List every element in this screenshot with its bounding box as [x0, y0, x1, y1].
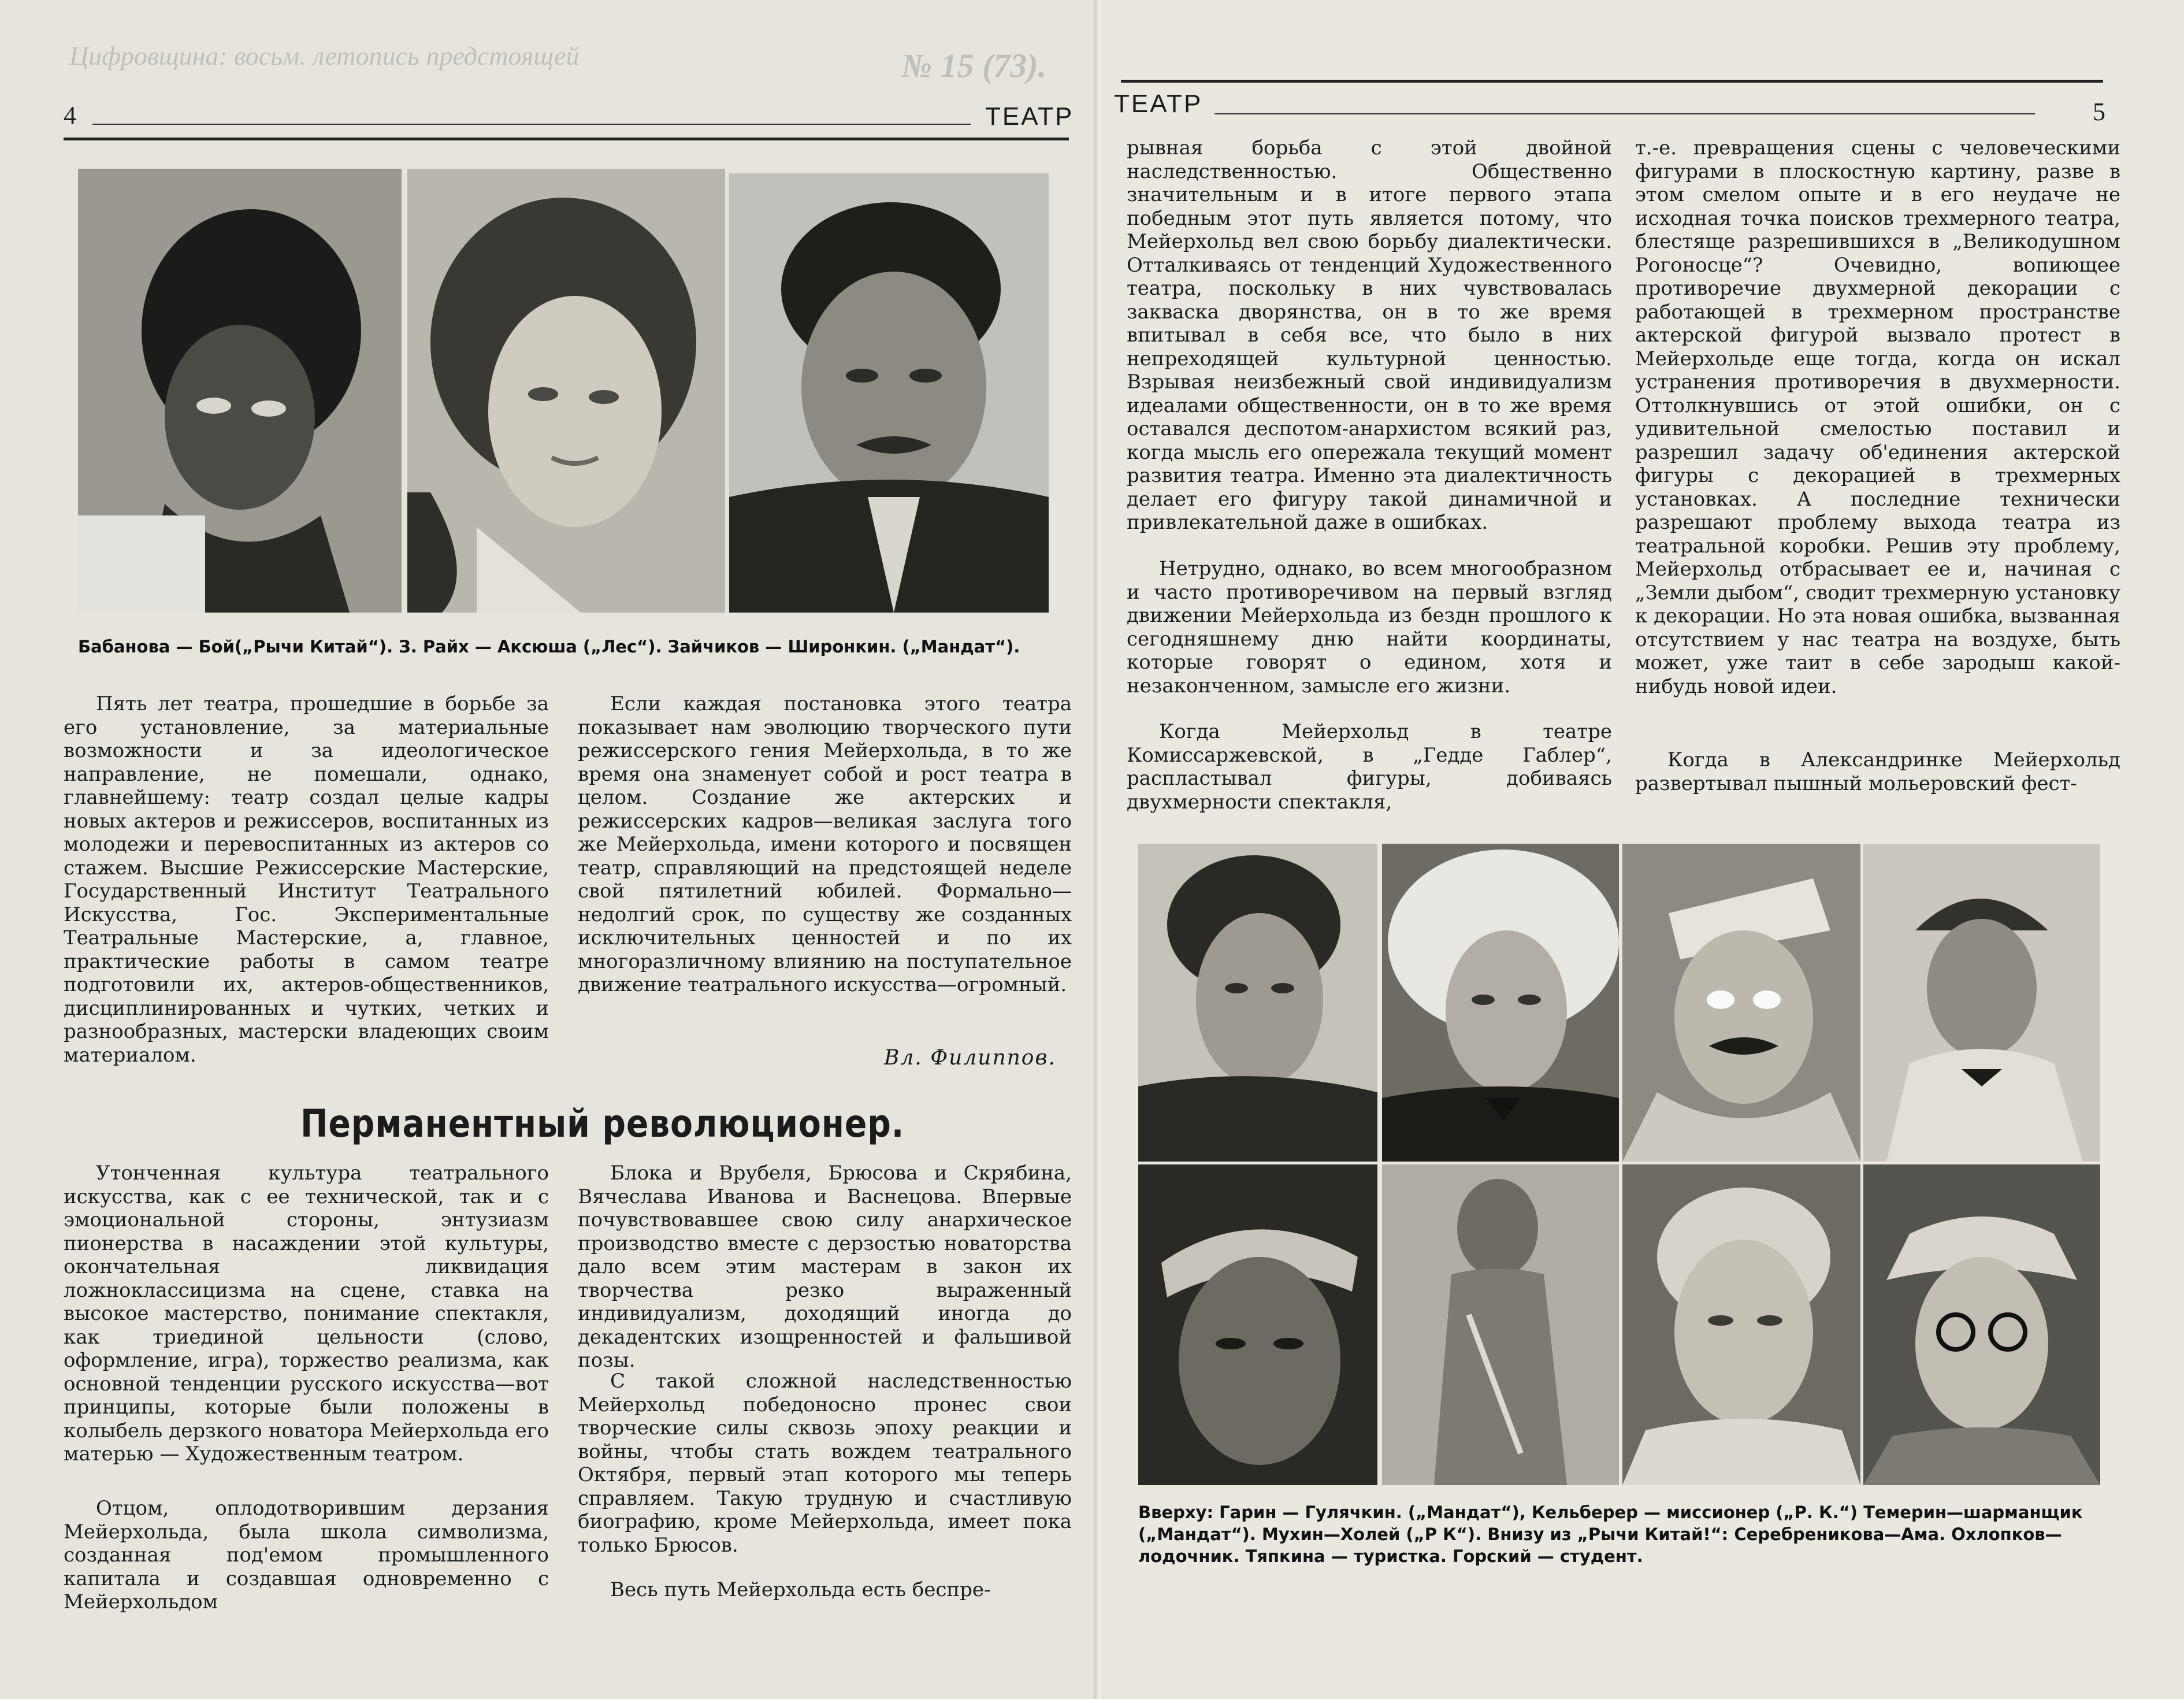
article-column-2-paragraph-1: Блока и Врубеля, Брюсова и Скрябина, Вячеслава Иванова и Васнецова. Впервые почувствовавшее свою силу анархическое производство вместе с дерзостью новаторства дало всем этим мастерам в закон их творчества резко выраженный индивидуализм, доходящий иногда до декадентских изощренностей и фальшивой позы.: [578, 1162, 1072, 1372]
photo-babanova: [78, 169, 402, 613]
bleed-through-text: Цифровщина: восьм. летопись предстоящей: [69, 41, 580, 71]
right-column-1-paragraph-3: Когда Мейерхольд в театре Комиссаржевской, в „Гедде Габлер“, распластывал фигуры, добиваясь двухмерности спектакля,: [1127, 720, 1612, 814]
right-page: [1104, 0, 2184, 1699]
header-rule: [92, 124, 971, 125]
intro-column-2: Если каждая постановка этого театра показывает нам эволюцию творческого пути режиссерского гения Мейерхольда, в то же время она знаменует собой и рост театра в целом. Создание же актерских и режиссерских кадров—великая заслуга того же Мейерхольда, имени которого и посвящен театр, справляющий на предстоящей неделе свой пятилетний юбилей. Формально—недолгий срок, по существу же созданных исключительных ценностей и по их многоразличному влиянию на поступательное движение театрального искусства—огромный.: [578, 692, 1072, 996]
article-column-1-paragraph-2: Отцом, оплодотворившим дерзания Мейерхольда, была школа символизма, созданная под'емом промышленного капитала и создавшая одновременно с Мейерхольдом: [64, 1497, 549, 1613]
article-headline: Перманентный революционер.: [300, 1101, 905, 1146]
right-header-thick-rule: [1121, 80, 2103, 83]
right-column-1-paragraph-1: рывная борьба с этой двойной наследственностью. Общественно значительным и в итоге первого этапа победным этот путь является потому, что Мейерхольд вел свою борьбу диалектически. Отталкиваясь от тенденций Художественного театра, поскольку в них чувствовалась закваска дворянства, он в то же время впитывал в себя все, что было в них непреходящей культурной ценностью. Взрывая неизбежный свой индивидуализм идеалами общественности, он в то же время оставался деспотом-анархистом всякий раз, когда мысль его опережала текущий момент развития театра. Именно эта диалектичность делает его фигуру такой динамичной и привлекательной даже в ошибках.: [1127, 136, 1612, 534]
photo-gorsky: [1863, 1164, 2100, 1485]
photo-serebrennikova: [1138, 1164, 1377, 1485]
right-column-2-paragraph-1: т.-е. превращения сцены с человеческими фигурами в плоскостную картину, разве в этом смелом опыте и в его неудаче не исходная точка поисков трехмерного театра, блестяще разрешившихся в „Великодушном Рогоносце“? Очевидно, вопиющее противоречие двухмерной декорации с работающей в трехмерном пространстве актерской фигурой вызвало протест в Мейерхольде еще тогда, когда он искал устранения противоречия в двухмерности. Оттолкнувшись от этой ошибки, он с удивительной смелостью поставил и разрешил задачу об'единения актерской фигуры с декорацией в трехмерных установках. А последние технически разрешают проблему выхода театра из театральной коробки. Решив эту проблему, Мейерхольд отбрасывает ее и, начиная с „Земли дыбом“, сводит трехмерную установку к декорации. Но эта новая ошибка, вызванная отсутствием у нас театра на воздухе, быть может, уже таит в себе зародыш какой-нибудь новой идеи.: [1635, 136, 2120, 698]
left-page-number: 4: [64, 101, 76, 129]
right-column-2-paragraph-2: Когда в Александринке Мейерхольд развертывал пышный мольеровский фест-: [1635, 748, 2120, 795]
photo-caption-bottom: Вверху: Гарин — Гулячкин. („Мандат“), Кельберер — миссионер („Р. К.“) Темерин—шарманщик („Мандат“). Мухин—Холей („Р К“). Внизу из „Рычи Китай!“: Серебреникова—Ама. Охлопков—лодочник. Тяпкина — туристка. Горский — студент.: [1138, 1503, 2083, 1566]
intro-column-1: Пять лет театра, прошедшие в борьбе за его установление, за материальные возможности и за идеологическое направление, не помешали, однако, главнейшему: театр создал целые кадры новых актеров и режиссеров, воспитанных из молодежи и перевоспитанных из актеров со стажем. Высшие Режиссерские Мастерские, Государственный Институт Театрального Искусства, Гос. Экспериментальные Театральные Мастерские, а, главное, практические работы в самом театре подготовили их, актеров-общественников, дисциплинированных и чутких, четких и разнообразных, мастерски владеющих своим материалом.: [64, 692, 549, 1067]
right-header-rule: [1214, 113, 2035, 114]
left-running-head: ТЕАТР: [985, 102, 1074, 131]
right-page-number: 5: [2093, 98, 2105, 126]
photo-kelberer: [1382, 844, 1619, 1162]
photo-raikh: [407, 169, 725, 613]
photo-zaichikov: [729, 173, 1049, 613]
photo-mukhin: [1863, 844, 2100, 1162]
article-column-1-paragraph-1: Утонченная культура театрального искусства, как с ее технической, так и с эмоциональной стороны, энтузиазм пионерства в насаждении этой культуры, окончательная ликвидация ложноклассицизма на сцене, ставка на высокое мастерство, понимание спектакля, как триединой цельности (слово, оформление, игра), торжество реализма, как основной тенденции русского искусства—вот принципы, которые были положены в колыбель дерзкого новатора Мейерхольда его матерью — Художественным театром.: [64, 1162, 549, 1466]
right-running-head: ТЕАТР: [1114, 90, 1203, 118]
article-column-2-paragraph-3: Весь путь Мейерхольда есть беспре-: [610, 1578, 991, 1601]
article-column-2-paragraph-2: С такой сложной наследственностью Мейерхольд победоносно пронес свои творческие силы сквозь эпоху реакции и войны, чтобы стать вождем театрального Октября, первый этап которого мы теперь справляем. Такую трудную и счастливую биографию, кроме Мейерхольда, имеет пока только Брюсов.: [578, 1370, 1072, 1557]
photo-okhlopkov: [1382, 1164, 1619, 1485]
bleed-through-issue: № 15 (73).: [901, 47, 1047, 84]
photo-garin: [1138, 844, 1377, 1162]
right-column-1-paragraph-2: Нетрудно, однако, во всем многообразном и часто противоречивом на первый взгляд движении Мейерхольда из бездн прошлого к сегодняшнему дню найти координаты, которые говорят о едином, хотя и незаконченном, замысле его жизни.: [1127, 557, 1612, 698]
photo-temerin: [1622, 844, 1860, 1162]
photo-tyapkina: [1622, 1164, 1860, 1485]
photo-caption-top: Бабанова — Бой(„Рычи Китай“). З. Райх — Аксюша („Лес“). Зайчиков — Широнкин. („Мандат“).: [78, 637, 1020, 656]
header-thick-rule: [64, 138, 1069, 140]
author-signature: Вл. Филиппов.: [884, 1046, 1056, 1070]
